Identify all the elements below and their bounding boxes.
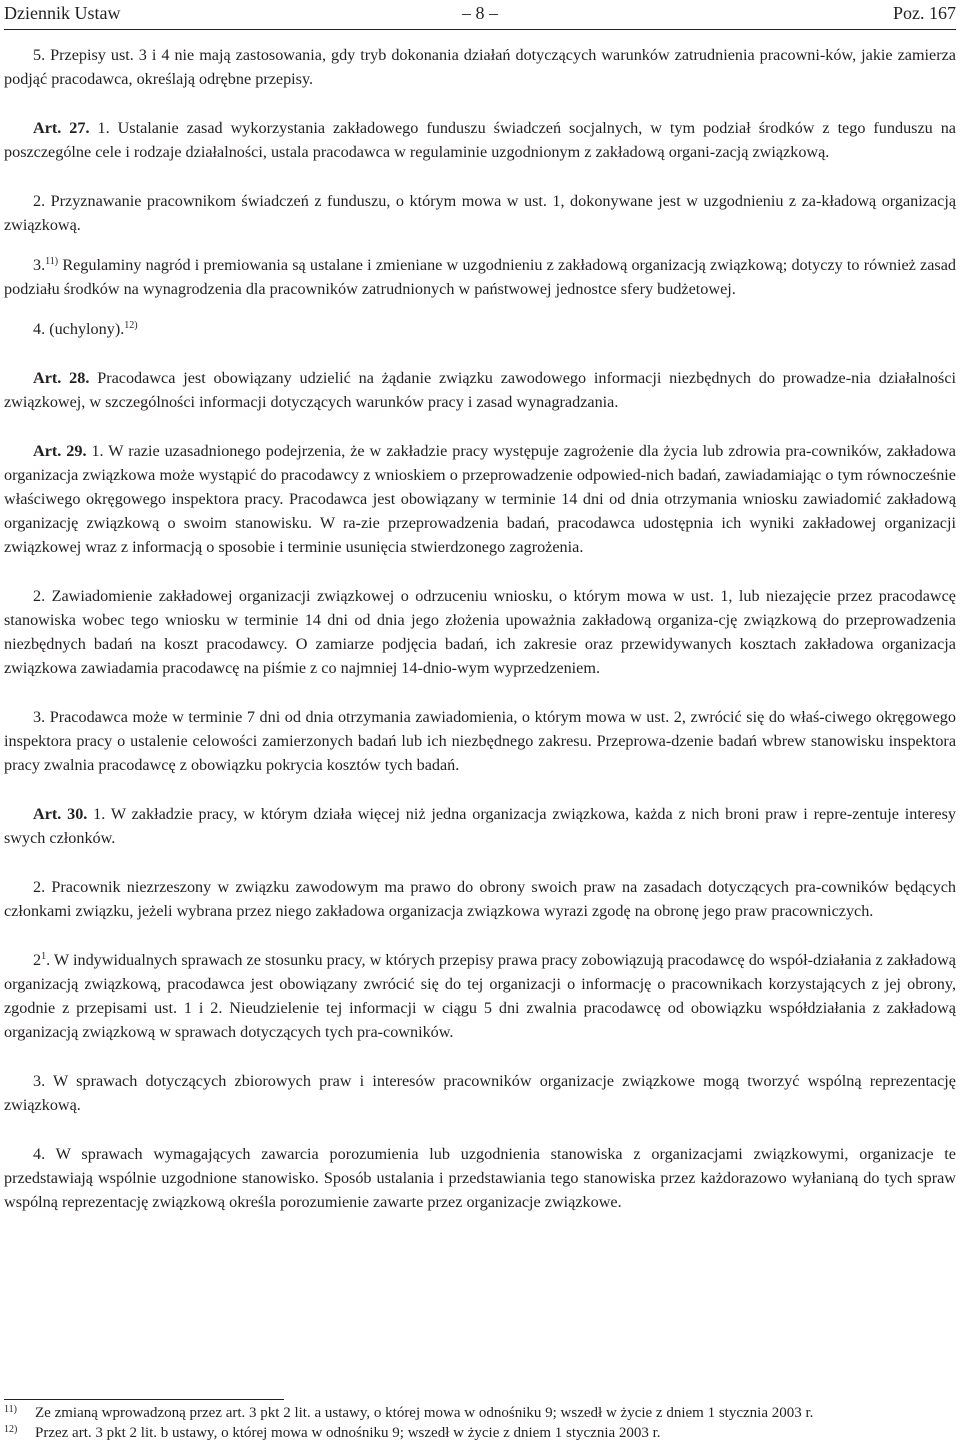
art29-label: Art. 29. [33, 442, 87, 460]
art30-label: Art. 30. [33, 805, 88, 823]
footnote-number: 11) [4, 1404, 17, 1415]
art27-paragraph-3 [4, 253, 956, 301]
art30-p21-superscript: 1 [41, 951, 47, 962]
header-divider [4, 29, 956, 30]
page-number: – 8 – [462, 3, 498, 23]
art27-paragraph-4 [4, 317, 956, 341]
footnote-ref-11: 11) [45, 256, 59, 267]
art30-paragraph-2: 2. Pracownik niezrzeszony w związku zawodowym ma prawo do obrony swoich praw na zasadach dotyczących pra-cowników będących członkami związku, jeżeli wybrana przez niego zakładowa organizacja związkowa wyrazi zgodę na obronę jego praw pracowniczych. [4, 878, 956, 920]
art27-p4-text: 4. (uchylony). [33, 320, 125, 338]
footnote-number: 12) [4, 1424, 18, 1435]
journal-title: Dziennik Ustaw [4, 3, 121, 23]
art29-p1-text: 1. W razie uzasadnionego podejrzenia, że w zakładzie pracy występuje zagrożenie dla życia lub zdrowia pra-cowników, zakładowa organizacja związkowa może wystąpić do pracodawcy z wnioskiem o przeprowadzenie odpowied-nich badań, zawiadamiając o tym równocześnie właściwego okręgowego inspektora pracy. Pracodawca jest obowiązany w terminie 14 dni od dnia otrzymania wniosku zawiadomić zakładową organizację związkową o swoim stanowisku. W ra-zie przeprowadzenia badań, pracodawca udostępnia ich wyniki zakładowej organizacji związkowej wraz z informacją o sposobie i terminie usunięcia stwierdzonego zagrożenia. [4, 442, 956, 556]
art30-paragraph-4: 4. W sprawach wymagających zawarcia porozumienia lub uzgodnienia stanowiska z organizacjami związkowymi, organizacje te przedstawiają wspólnie uzgodnione stanowisko. Sposób ustalania i przedstawiania tego stanowiska przez każdorazowo wyłanianą do tych spraw wspólną reprezentację związkową określa porozumienie zawarte przez organizacje związkowe. [4, 1145, 956, 1211]
art27-p1-text: 1. Ustalanie zasad wykorzystania zakładowego funduszu świadczeń socjalnych, w tym podział środków z tego funduszu na poszczególne cele i rodzaje działalności, ustala pracodawca w regulaminie uzgodnionym z zakładową organi-zacją związkową. [4, 119, 956, 161]
art29-paragraph-2: 2. Zawiadomienie zakładowej organizacji związkowej o odrzuceniu wniosku, o którym mowa w ust. 1, lub niezajęcie przez pracodawcę stanowiska wobec tego wniosku w terminie 14 dni od dnia jego złożenia upoważnia zakładową organiza-cję związkową do przeprowadzenia niezbędnych badań na koszt pracodawcy. O zamiarze podjęcia badań, ich zakresie oraz przewidywanych kosztach zakładowa organizacja związkowa zawiadamia pracodawcę na piśmie z co najmniej 14-dnio-wym wyprzedzeniem. [4, 587, 956, 677]
position-number: Poz. 167 [893, 3, 956, 23]
art27-p3-number: 3. [33, 256, 46, 274]
art30-paragraph-3: 3. W sprawach dotyczących zbiorowych praw i interesów pracowników organizacje związkowe mogą tworzyć wspólną reprezentację związkową. [4, 1072, 956, 1114]
footnote-divider [4, 1399, 284, 1400]
art29-paragraph-3: 3. Pracodawca może w terminie 7 dni od dnia otrzymania zawiadomienia, o którym mowa w ust. 2, zwrócić się do właś-ciwego okręgowego inspektora pracy o ustalenie celowości zamierzonych badań lub ich niezbędnego zakresu. Przeprowa-dzenie badań wbrew stanowisku inspektora pracy zwalnia pracodawcę z obowiązku pokrycia kosztów tych badań. [4, 708, 956, 774]
art27-paragraph-1 [4, 116, 956, 164]
art28-label: Art. 28. [33, 369, 90, 387]
art30-p21-text: . W indywidualnych sprawach ze stosunku pracy, w których przepisy prawa pracy zobowiązują pracodawcę do współ-działania z zakładową organizacją związkową, pracodawca jest obowiązany zwrócić się do tej organizacji o informację o pracownikach korzystających z jej obrony, zgodnie z przepisami ust. 1 i 2. Nieudzielenie tej informacji w ciągu 5 dni zwalnia pracodawcę od obowiązku współdziałania z zakładową organizacją związkową w sprawach dotyczących tych pra-cowników. [4, 951, 956, 1041]
art27-p3-text: Regulaminy nagród i premiowania są ustalane i zmieniane w uzgodnieniu z zakładową organizacją związkową; dotyczy to również zasad podziału środków na wynagrodzenia dla pracowników zatrudnionych w państwowej jednostce sfery budżetowej. [4, 256, 956, 298]
footnotes [4, 1403, 956, 1443]
art30-paragraph-1 [4, 802, 956, 850]
art30-paragraph-2-1 [4, 948, 956, 1044]
footnote-11 [4, 1403, 956, 1423]
footnote-text: Przez art. 3 pkt 2 lit. b ustawy, o której mowa w odnośniku 9; wszedł w życie z dniem 1 stycznia 2003 r. [35, 1425, 661, 1441]
footnote-text: Ze zmianą wprowadzoną przez art. 3 pkt 2 lit. a ustawy, o której mowa w odnośniku 9; wszedł w życie z dniem 1 stycznia 2003 r. [35, 1405, 814, 1421]
art28-paragraph [4, 366, 956, 414]
art30-p21-number: 2 [33, 951, 42, 969]
document-body [4, 43, 956, 1230]
art27-paragraph-2: 2. Przyznawanie pracownikom świadczeń z funduszu, o którym mowa w ust. 1, dokonywane jest w uzgodnieniu z za-kładową organizacją związkową. [4, 192, 956, 234]
art30-p1-text: 1. W zakładzie pracy, w którym działa więcej niż jedna organizacja związkowa, każda z nich broni praw i repre-zentuje interesy swych członków. [4, 805, 957, 847]
art29-paragraph-1 [4, 439, 956, 559]
footnote-12 [4, 1423, 956, 1443]
page-header [4, 0, 956, 30]
art27-label: Art. 27. [33, 119, 90, 137]
footnote-ref-12: 12) [124, 320, 138, 331]
art28-text: Pracodawca jest obowiązany udzielić na żądanie związku zawodowego informacji niezbędnych do prowadze-nia działalności związkowej, w szczególności informacji dotyczących warunków pracy i zasad wynagradzania. [4, 369, 957, 411]
art26-paragraph-5: 5. Przepisy ust. 3 i 4 nie mają zastosowania, gdy tryb dokonania działań dotyczących warunków zatrudnienia pracowni-ków, jakie zamierza podjąć pracodawca, określają odrębne przepisy. [4, 46, 956, 88]
